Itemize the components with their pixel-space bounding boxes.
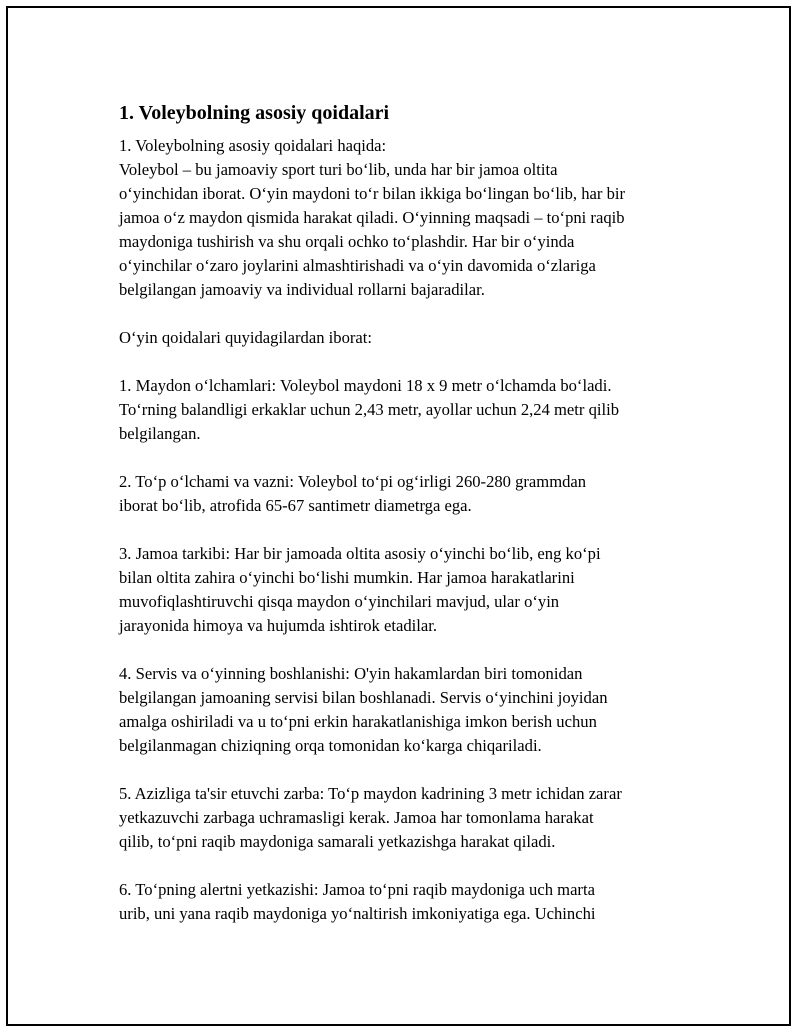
text-line: iborat bo‘lib, atrofida 65-67 santimetr diametrga ega. — [119, 496, 472, 515]
text-line: o‘yinchilar o‘zaro joylarini almashtirishadi va o‘yin davomida o‘zlariga — [119, 256, 596, 275]
text-line: belgilangan jamoaning servisi bilan boshlanadi. Servis o‘yinchini joyidan — [119, 688, 608, 707]
text-line: 5. Azizliga ta'sir etuvchi zarba: To‘p maydon kadrining 3 metr ichidan zarar — [119, 784, 622, 803]
paragraph — [119, 374, 709, 446]
text-line: amalga oshiriladi va u to‘pni erkin harakatlanishiga imkon berish uchun — [119, 712, 597, 731]
paragraph — [119, 662, 709, 758]
text-line: qilib, to‘pni raqib maydoniga samarali yetkazishga harakat qiladi. — [119, 832, 556, 851]
text-line: yetkazuvchi zarbaga uchramasligi kerak. Jamoa har tomonlama harakat — [119, 808, 594, 827]
text-line: jamoa o‘z maydon qismida harakat qiladi. O‘yinning maqsadi – to‘pni raqib — [119, 208, 625, 227]
document-body — [119, 100, 709, 950]
paragraph — [119, 878, 709, 926]
text-line: belgilangan. — [119, 424, 201, 443]
text-line: 1. Voleybolning asosiy qoidalari haqida: — [119, 136, 387, 155]
text-line: 6. To‘pning alertni yetkazishi: Jamoa to‘pni raqib maydoniga uch marta — [119, 880, 595, 899]
text-line: To‘rning balandligi erkaklar uchun 2,43 metr, ayollar uchun 2,24 metr qilib — [119, 400, 619, 419]
paragraph — [119, 542, 709, 638]
paragraph — [119, 326, 709, 350]
text-line: o‘yinchidan iborat. O‘yin maydoni to‘r bilan ikkiga bo‘lingan bo‘lib, har bir — [119, 184, 625, 203]
text-line: bilan oltita zahira o‘yinchi bo‘lishi mumkin. Har jamoa harakatlarini — [119, 568, 575, 587]
text-line: belgilanmagan chiziqning orqa tomonidan ko‘karga chiqariladi. — [119, 736, 542, 755]
text-line: Voleybol – bu jamoaviy sport turi bo‘lib, unda har bir jamoa oltita — [119, 160, 558, 179]
paragraph-list — [119, 134, 709, 926]
text-line: jarayonida himoya va hujumda ishtirok etadilar. — [119, 616, 437, 635]
text-line: 1. Maydon o‘lchamlari: Voleybol maydoni 18 x 9 metr o‘lchamda bo‘ladi. — [119, 376, 612, 395]
text-line: urib, uni yana raqib maydoniga yo‘naltirish imkoniyatiga ega. Uchinchi — [119, 904, 596, 923]
paragraph — [119, 782, 709, 854]
text-line: muvofiqlashtiruvchi qisqa maydon o‘yinchilari mavjud, ular o‘yin — [119, 592, 560, 611]
text-line: 3. Jamoa tarkibi: Har bir jamoada oltita asosiy o‘yinchi bo‘lib, eng ko‘pi — [119, 544, 601, 563]
paragraph — [119, 470, 709, 518]
text-line: 4. Servis va o‘yinning boshlanishi: O'yin hakamlardan biri tomonidan — [119, 664, 583, 683]
text-line: O‘yin qoidalari quyidagilardan iborat: — [119, 328, 372, 347]
text-line: belgilangan jamoaviy va individual rollarni bajaradilar. — [119, 280, 485, 299]
text-line: 2. To‘p o‘lchami va vazni: Voleybol to‘pi og‘irligi 260-280 grammdan — [119, 472, 587, 491]
paragraph — [119, 134, 709, 302]
text-line: maydoniga tushirish va shu orqali ochko to‘plashdir. Har bir o‘yinda — [119, 232, 575, 251]
document-page — [6, 6, 791, 1026]
document-title: 1. Voleybolning asosiy qoidalari — [119, 102, 390, 124]
